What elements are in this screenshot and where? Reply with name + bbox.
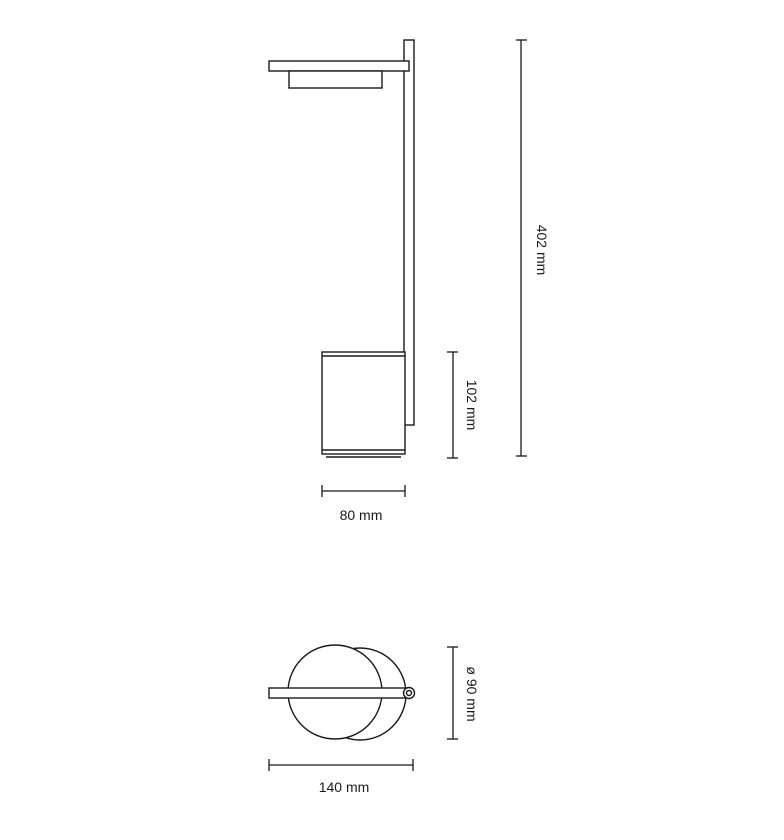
base-width-label: 80 mm — [339, 507, 383, 523]
base-cylinder — [322, 352, 405, 454]
lamp-head — [289, 71, 382, 88]
length-dimension — [269, 759, 413, 795]
diameter-dimension — [447, 647, 480, 739]
top-arm — [269, 688, 410, 698]
length-label: 140 mm — [318, 779, 370, 795]
side-view — [269, 40, 414, 457]
height-dimension — [516, 40, 550, 456]
pivot-outer — [404, 688, 415, 699]
height-label: 402 mm — [534, 224, 550, 276]
base-width-dimension — [322, 485, 405, 523]
base-height-label: 102 mm — [464, 379, 480, 431]
top-view — [269, 645, 415, 740]
diameter-label: ø 90 mm — [464, 666, 480, 722]
base-height-dimension — [447, 352, 480, 458]
horizontal-arm — [269, 61, 409, 71]
